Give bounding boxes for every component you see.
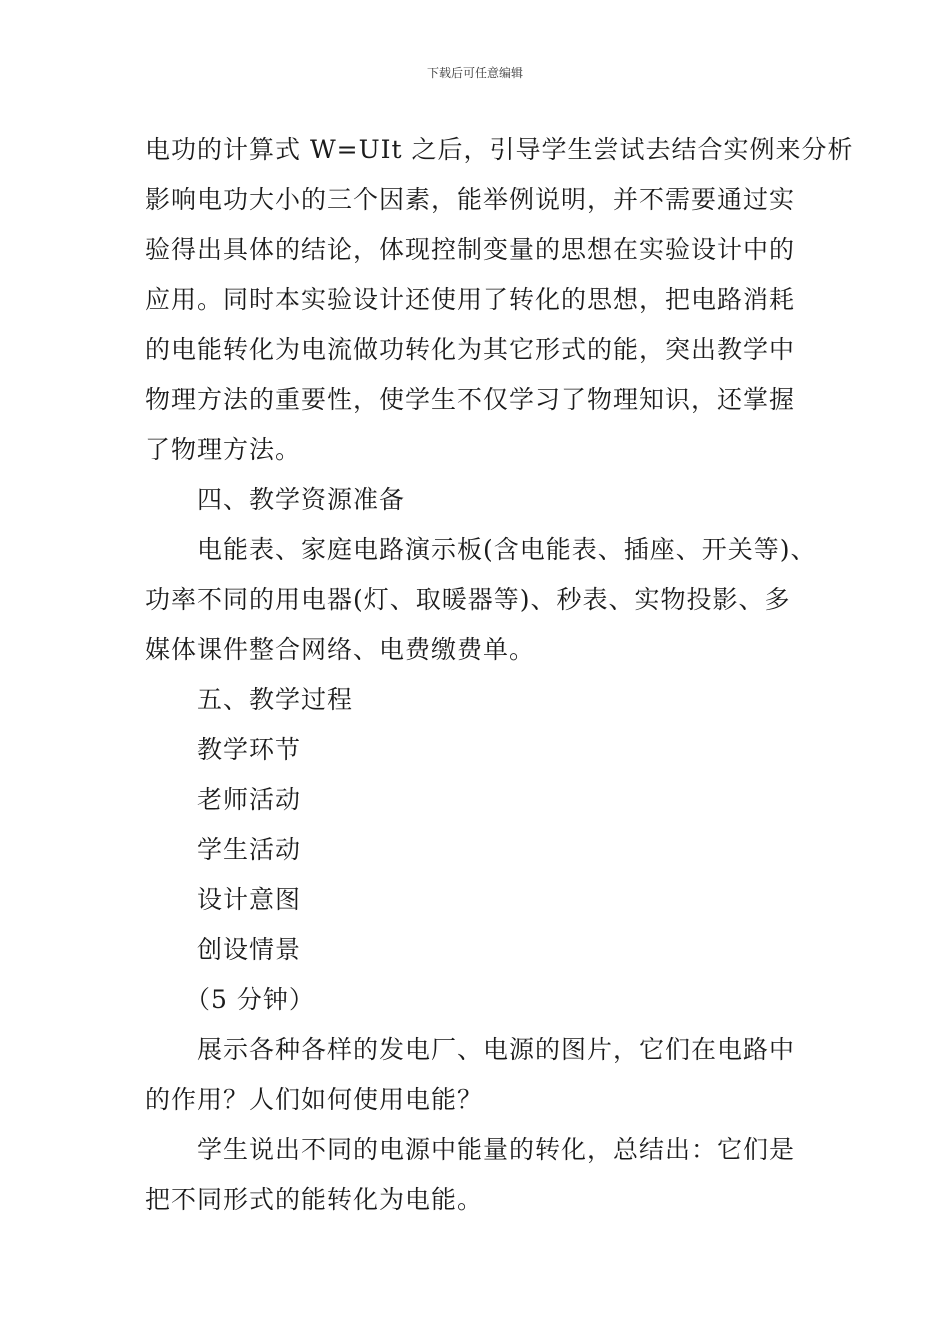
section-heading: 五、教学过程: [197, 685, 354, 714]
paragraph-line: 电功的计算式 W=UIt 之后，引导学生尝试去结合实例来分析: [145, 135, 854, 164]
paragraph-line: 把不同形式的能转化为电能。: [145, 1185, 484, 1214]
paragraph-line: 电能表、家庭电路演示板(含电能表、插座、开关等)、: [197, 535, 817, 564]
table-cell-text: 创设情景: [197, 935, 302, 964]
paragraph-line: 物理方法的重要性，使学生不仅学习了物理知识，还掌握: [145, 385, 796, 414]
paragraph-line: 了物理方法。: [145, 435, 302, 464]
table-cell-text: 教学环节: [197, 735, 302, 764]
paragraph-line: 学生说出不同的电源中能量的转化，总结出：它们是: [197, 1135, 796, 1164]
table-cell-text: 老师活动: [197, 785, 302, 814]
paragraph-line: 影响电功大小的三个因素，能举例说明，并不需要通过实: [145, 185, 796, 214]
page-header: 下载后可任意编辑: [426, 66, 523, 80]
table-cell-text: 设计意图: [197, 885, 302, 914]
table-cell-text: （5 分钟）: [185, 985, 315, 1014]
paragraph-line: 展示各种各样的发电厂、电源的图片，它们在电路中: [197, 1035, 796, 1064]
paragraph-line: 的作用？人们如何使用电能？: [145, 1085, 484, 1114]
paragraph-line: 媒体课件整合网络、电费缴费单。: [145, 635, 536, 664]
paragraph-line: 应用。同时本实验设计还使用了转化的思想，把电路消耗: [145, 285, 796, 314]
paragraph-line: 功率不同的用电器(灯、取暖器等)、秒表、实物投影、多: [145, 585, 791, 614]
table-cell-text: 学生活动: [197, 835, 302, 864]
paragraph-line: 验得出具体的结论，体现控制变量的思想在实验设计中的: [145, 235, 796, 264]
document-body: [145, 125, 854, 1225]
section-heading: 四、教学资源准备: [197, 485, 406, 514]
paragraph-line: 的电能转化为电流做功转化为其它形式的能，突出教学中: [145, 335, 796, 364]
